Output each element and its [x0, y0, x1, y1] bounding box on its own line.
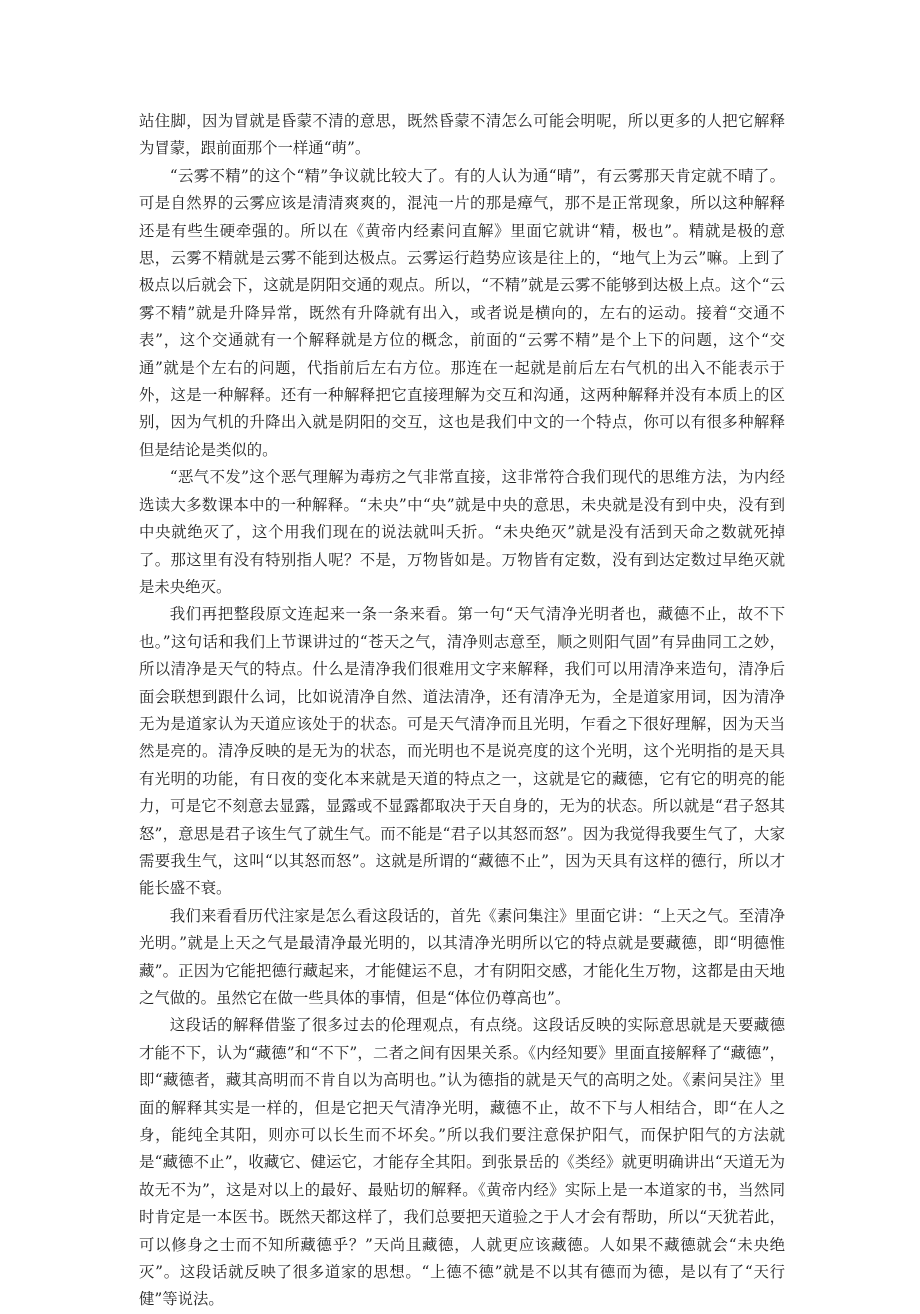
paragraph-original-text-review: 我们再把整段原文连起来一条一条来看。第一句“天气清净光明者也，藏德不止，故不下也。”这句话和我们上节课讲过的“苍天之气，清净则志意至，顺之则阳气固”有异曲同工之妙，所以清净是天气的特点。什么是清净我们很难用文字来解释，我们可以用清净来造句，清净后面会联想到跟什么词，比如说清净自然、道法清净，还有清净无为，全是道家用词，因为清净无为是道家认为天道应该处于的状态。可是天气清净而且光明，乍看之下很好理解，因为天当然是亮的。清净反映的是无为的状态，而光明也不是说亮度的这个光明，这个光明指的是天具有光明的功能，有日夜的变化本来就是天道的特点之一，这就是它的藏德，它有它的明亮的能力，可是它不刻意去显露，显露或不显露都取决于天自身的，无为的状态。所以就是“君子怒其怒”，意思是君子该生气了就生气。而不能是“君子以其怒而怒”。因为我觉得我要生气了，大家需要我生气，这叫“以其怒而怒”。这就是所谓的“藏德不止”，因为天具有这样的德行，所以才能长盛不衰。	[139, 605, 785, 898]
paragraph-yunwu-bujing: “云雾不精”的这个“精”争议就比较大了。有的人认为通“晴”，有云雾那天肯定就不晴了。可是自然界的云雾应该是清清爽爽的，混沌一片的那是瘴气，那不是正常现象，所以这种解释还是有些生硬牵强的。所以在《黄帝内经素问直解》里面它就讲“精，极也”。精就是极的意思，云雾不精就是云雾不能到达极点。云雾运行趋势应该是往上的，“地气上为云”嘛。上到了极点以后就会下，这就是阴阳交通的观点。所以，“不精”就是云雾不能够到达极上点。这个“云雾不精”就是升降异常，既然有升降就有出入，或者说是横向的，左右的运动。接着“交通不表”，这个交通就有一个解释就是方位的概念，前面的“云雾不精”是个上下的问题，这个“交通”就是个左右的问题，代指前后左右方位。那连在一起就是前后左右气机的出入不能表示于外，这是一种解释。还有一种解释把它直接理解为交互和沟通，这两种解释并没有本质上的区别，因为气机的升降出入就是阴阳的交互，这也是我们中文的一个特点，你可以有很多种解释但是结论是类似的。	[139, 166, 785, 459]
document-body	[139, 108, 785, 1314]
paragraph-continuation: 站住脚，因为冒就是昏蒙不清的意思，既然昏蒙不清怎么可能会明呢，所以更多的人把它解释为冒蒙，跟前面那个一样通“萌”。	[139, 112, 785, 158]
paragraph-eqi-bufa: “恶气不发”这个恶气理解为毒疠之气非常直接，这非常符合我们现代的思维方法，为内经选读大多数课本中的一种解释。“未央”中“央”就是中央的意思，未央就是没有到中央，没有到中央就绝灭了，这个用我们现在的说法就叫夭折。“未央绝灭”就是没有活到天命之数就死掉了。那这里有没有特别指人呢？不是，万物皆如是。万物皆有定数，没有到达定数过早绝灭就是未央绝灭。	[139, 468, 785, 596]
paragraph-commentators: 我们来看看历代注家是怎么看这段话的，首先《素问集注》里面它讲：“上天之气。至清净光明。”就是上天之气是最清净最光明的，以其清净光明所以它的特点就是要藏德，即“明德惟藏”。正因为它能把德行藏起来，才能健运不息，才有阴阳交感，才能化生万物，这都是由天地之气做的。虽然它在做一些具体的事情，但是“体位仍尊高也”。	[139, 906, 785, 1007]
paragraph-interpretation: 这段话的解释借鉴了很多过去的伦理观点，有点绕。这段话反映的实际意思就是天要藏德才能不下，认为“藏德”和“不下”，二者之间有因果关系。《内经知要》里面直接解释了“藏德”，即“藏德者，藏其高明而不肯自以为高明也。”认为德指的就是天气的高明之处。《素问吴注》里面的解释其实是一样的，但是它把天气清净光明，藏德不止，故不下与人相结合，即“在人之身，能纯全其阳，则亦可以长生而不坏矣。”所以我们要注意保护阳气，而保护阳气的方法就是“藏德不止”，收藏它、健运它，才能存全其阳。到张景岳的《类经》就更明确讲出“天道无为故无不为”，这是对以上的最好、最贴切的解释。《黄帝内经》实际上是一本道家的书，当然同时肯定是一本医书。既然天都这样了，我们总要把天道验之于人才会有帮助，所以“天犹若此，可以修身之士而不知所藏德乎？”天尚且藏德，人就更应该藏德。人如果不藏德就会“未央绝灭”。这段话就反映了很多道家的思想。“上德不德”就是不以其有德而为德，是以有了“天行健”等说法。	[139, 1016, 785, 1309]
